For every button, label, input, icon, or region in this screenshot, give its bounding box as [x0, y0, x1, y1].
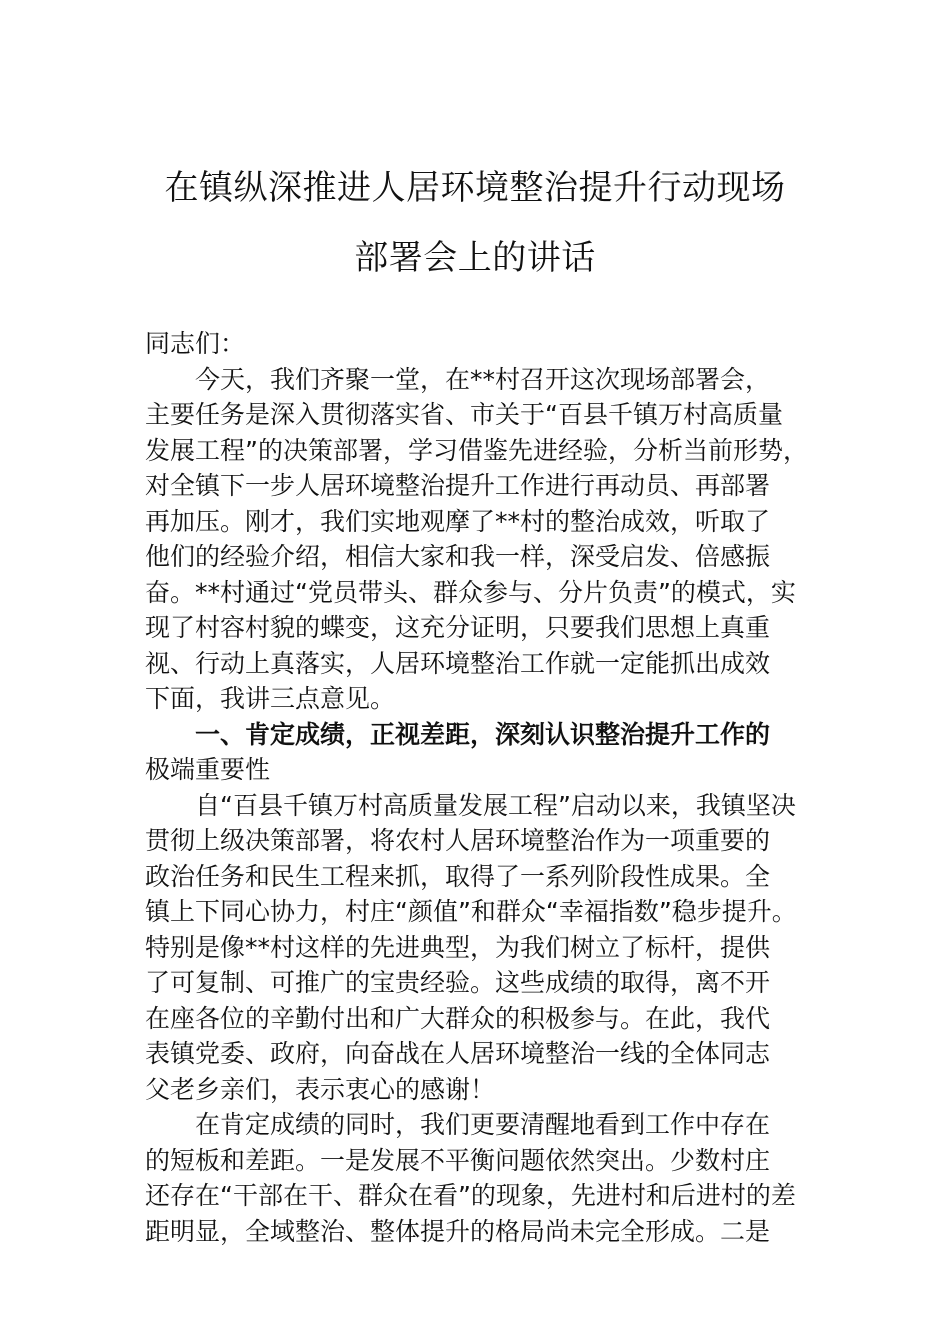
- body-text-line: 对全镇下一步人居环境整治提升工作进行再动员、再部署: [145, 471, 771, 500]
- body-text-line: 现了村容村貌的蝶变，这充分证明，只要我们思想上真重: [145, 613, 771, 642]
- body-text-line: 距明显，全域整治、整体提升的格局尚未完全形成。二是: [145, 1216, 771, 1246]
- body-text-line: 再加压。刚才，我们实地观摩了**村的整治成效，听取了: [145, 506, 771, 536]
- body-text-line: 发展工程”的决策部署，学习借鉴先进经验，分析当前形势，: [145, 435, 808, 465]
- body-text-line: 他们的经验介绍，相信大家和我一样，深受启发、倍感振: [145, 542, 771, 571]
- body-text-line: 自“百县千镇万村高质量发展工程”启动以来，我镇坚决: [195, 790, 796, 820]
- body-text-line: 奋。**村通过“党员带头、群众参与、分片负责”的模式，实: [145, 577, 796, 607]
- body-text-line: 还存在“干部在干、群众在看”的现象，先进村和后进村的差: [145, 1181, 796, 1210]
- body-text-line: 下面，我讲三点意见。: [145, 684, 396, 713]
- body-text-line: 了可复制、可推广的宝贵经验。这些成绩的取得，离不开: [145, 968, 771, 997]
- body-text-line: 在肯定成绩的同时，我们更要清醒地看到工作中存在: [195, 1110, 771, 1139]
- body-text-line: 父老乡亲们，表示衷心的感谢！: [145, 1074, 496, 1104]
- body-text-line: 在座各位的辛勤付出和广大群众的积极参与。在此，我代: [145, 1003, 771, 1033]
- document-title-line-1: 在镇纵深推进人居环境整治提升行动现场: [164, 168, 786, 208]
- document-title-line-2: 部署会上的讲话: [354, 238, 596, 278]
- body-text-line: 的短板和差距。一是发展不平衡问题依然突出。少数村庄: [145, 1145, 771, 1175]
- body-text-line: 政治任务和民生工程来抓，取得了一系列阶段性成果。全: [145, 861, 771, 891]
- body-text-line: 视、行动上真落实，人居环境整治工作就一定能抓出成效: [145, 648, 771, 678]
- body-text-line: 极端重要性: [145, 755, 271, 784]
- document-body: [145, 326, 825, 1249]
- body-text-line: 镇上下同心协力，村庄“颜值”和群众“幸福指数”稳步提升。: [145, 897, 797, 926]
- body-text-line: 特别是像**村这样的先进典型，为我们树立了标杆，提供: [145, 932, 771, 962]
- body-text-line: 贯彻上级决策部署，将农村人居环境整治作为一项重要的: [145, 826, 771, 855]
- section-heading-line: 一、肯定成绩，正视差距，深刻认识整治提升工作的: [195, 719, 771, 749]
- body-text-line: 表镇党委、政府，向奋战在人居环境整治一线的全体同志: [145, 1039, 771, 1068]
- body-text-line: 同志们：: [145, 329, 246, 358]
- body-text-line: 主要任务是深入贯彻落实省、市关于“百县千镇万村高质量: [145, 400, 783, 429]
- body-text-line: 今天，我们齐聚一堂，在**村召开这次现场部署会，: [195, 364, 771, 394]
